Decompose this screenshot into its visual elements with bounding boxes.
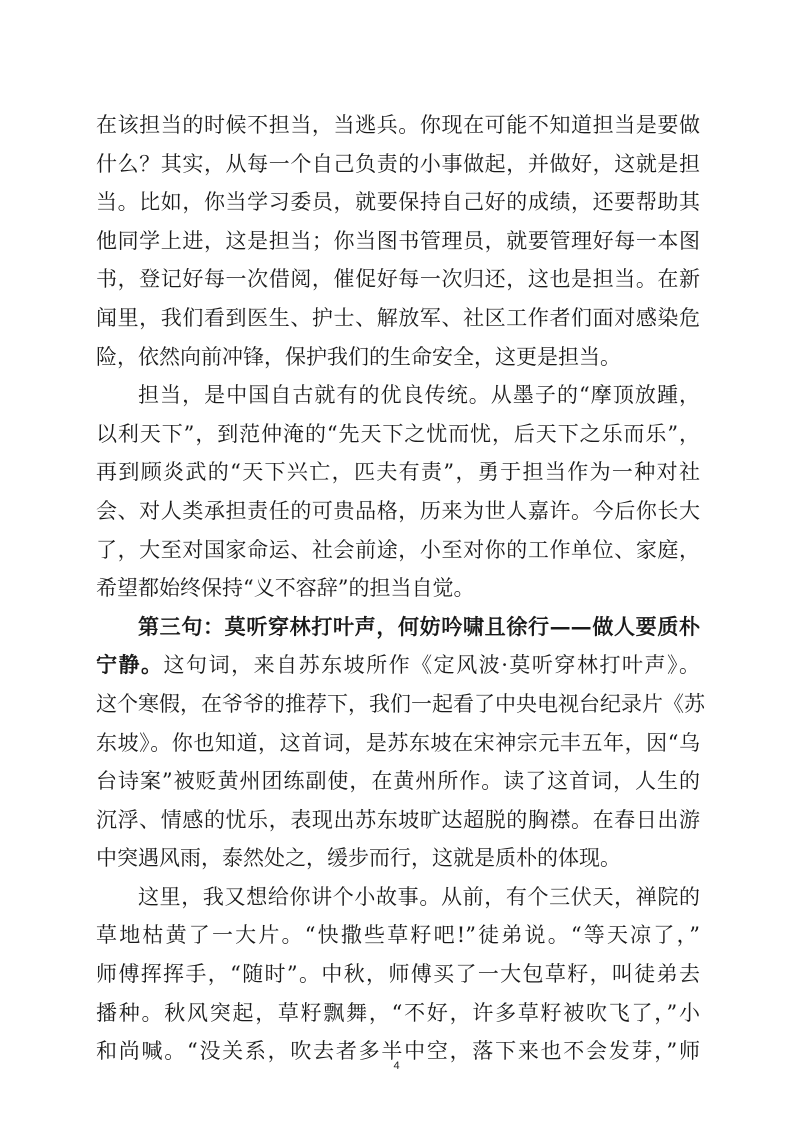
text-line: 草地枯黄了一大片。“快撒些草籽吧!”徒弟说。“等天凉了，” [96, 923, 700, 948]
text-line: 这里，我又想给你讲个小故事。从前，有个三伏天，禅院的 [138, 884, 700, 909]
text-line: 希望都始终保持“义不容辞”的担当自觉。 [96, 576, 475, 601]
text-line: 中突遇风雨，泰然处之，缓步而行，这就是质朴的体现。 [96, 846, 621, 871]
text-line: 会、对人类承担责任的可贵品格，历来为世人嘉许。今后你长大 [96, 498, 700, 523]
page-number: 4 [393, 1060, 400, 1072]
text-line: 播种。秋风突起，草籽飘舞，“不好，许多草籽被吹飞了，”小 [96, 1000, 700, 1025]
text-line: 担当，是中国自古就有的优良传统。从墨子的“摩顶放踵， [138, 383, 700, 408]
text-line: 书，登记好每一次借阅，催促好每一次归还，这也是担当。在新 [96, 267, 700, 292]
text-line: 东坡》。你也知道，这首词，是苏东坡在宋神宗元丰五年，因“乌 [96, 730, 700, 755]
text-line: 闻里，我们看到医生、护士、解放军、社区工作者们面对感染危 [96, 305, 700, 330]
text-line [96, 646, 700, 685]
body-text [96, 106, 705, 1071]
text-line: 师傅挥挥手，“随时”。中秋，师傅买了一大包草籽，叫徒弟去 [96, 962, 700, 987]
text-line: 以利天下”，到范仲淹的“先天下之忧而忧，后天下之乐而乐”， [96, 421, 700, 446]
text-line: 再到顾炎武的“天下兴亡，匹夫有责”，勇于担当作为一种对社 [96, 460, 700, 485]
text-line: 险，依然向前冲锋，保护我们的生命安全，这更是担当。 [96, 344, 621, 369]
section-heading: 第三句：莫听穿林打叶声，何妨吟啸且徐行——做人要质朴 [138, 613, 700, 639]
text-line: 这个寒假，在爷爷的推荐下，我们一起看了中央电视台纪录片《苏 [96, 691, 705, 716]
text-line: 他同学上进，这是担当；你当图书管理员，就要管理好每一本图 [96, 228, 700, 253]
text-line: 和尚喊。“没关系，吹去者多半中空，落下来也不会发芽，”师 [96, 1039, 700, 1064]
text-span: 这句词，来自苏东坡所作《定风波·莫听穿林打叶声》。 [163, 653, 700, 678]
section-heading-continued: 宁静。 [96, 652, 164, 678]
text-line: 在该担当的时候不担当，当逃兵。你现在可能不知道担当是要做 [96, 113, 700, 137]
text-line: 当。比如，你当学习委员，就要保持自己好的成绩，还要帮助其 [96, 190, 700, 215]
text-line: 沉浮、情感的忧乐，表现出苏东坡旷达超脱的胸襟。在春日出游 [96, 807, 700, 832]
text-line: 什么？其实，从每一个自己负责的小事做起，并做好，这就是担 [96, 151, 700, 176]
text-line: 了，大至对国家命运、社会前途，小至对你的工作单位、家庭， [96, 537, 700, 562]
text-line: 台诗案”被贬黄州团练副使，在黄州所作。读了这首词，人生的 [96, 769, 700, 794]
